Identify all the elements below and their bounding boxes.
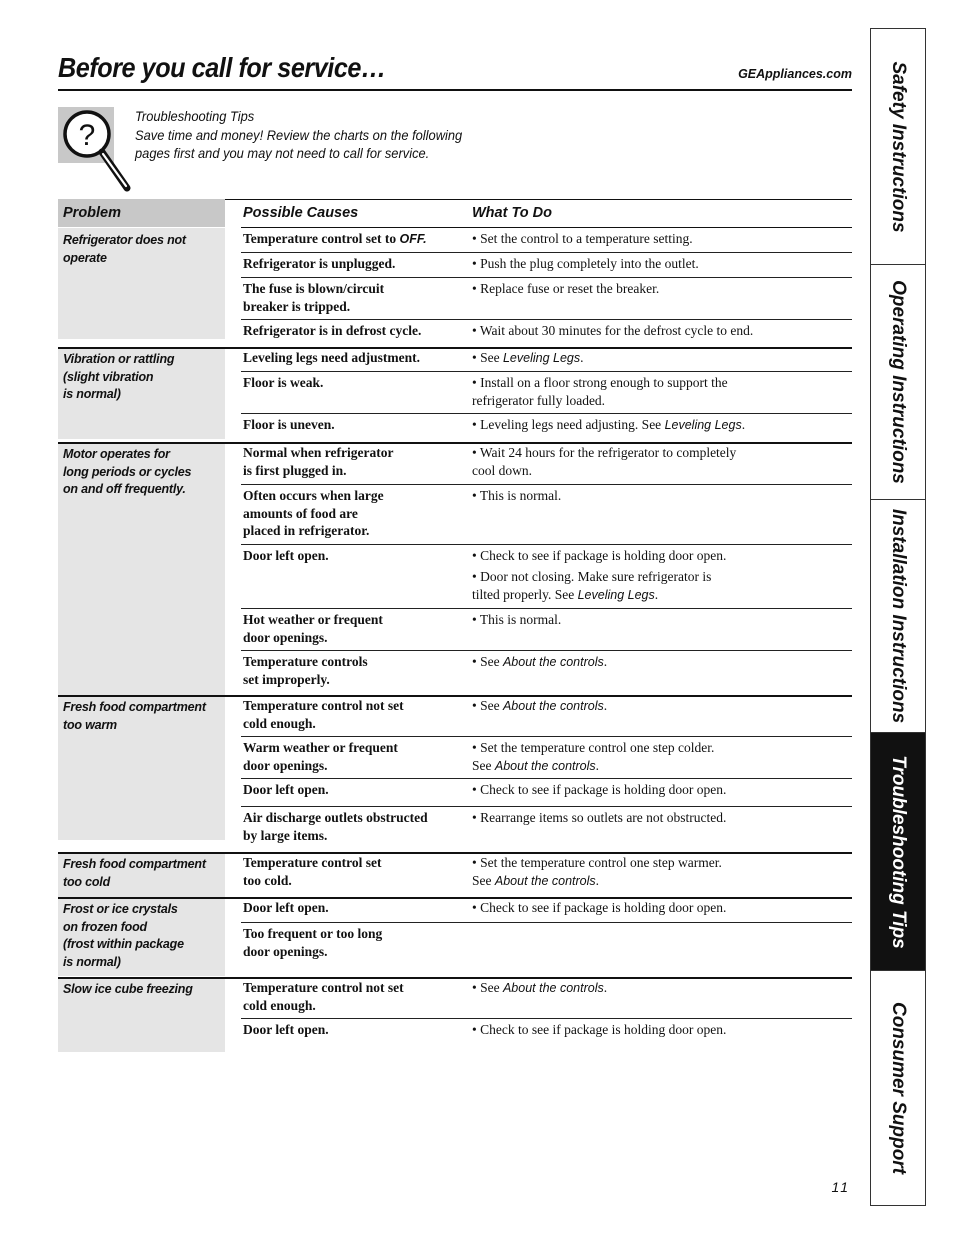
problem-group <box>58 852 852 897</box>
action-text: tilted properly. See <box>472 586 578 602</box>
cause-text: Door left open. <box>243 900 329 915</box>
what-to-do <box>472 444 736 479</box>
cause-line <box>243 653 368 671</box>
cause-text: by large items. <box>243 827 328 843</box>
what-to-do <box>472 809 726 827</box>
action-item <box>472 349 584 368</box>
cause-text: Temperature control not set <box>243 698 404 713</box>
tab-troubleshooting-tips[interactable] <box>871 733 925 971</box>
cause-line <box>243 230 427 249</box>
possible-cause <box>243 739 398 774</box>
action-continuation <box>472 586 726 605</box>
action-text: • This is normal. <box>472 612 562 627</box>
cause-text: Often occurs when large <box>243 488 384 503</box>
action-item <box>472 611 561 629</box>
possible-cause <box>243 979 404 1014</box>
what-to-do <box>472 611 561 629</box>
tab-label: Consumer Support <box>888 1001 909 1175</box>
problem-line: Frost or ice crystals <box>63 902 178 916</box>
cause-line <box>243 899 329 917</box>
action-text: . <box>595 872 600 888</box>
what-to-do <box>472 781 726 799</box>
action-text: See <box>472 872 495 888</box>
cause-text: cold enough. <box>243 715 316 731</box>
cause-text: Door left open. <box>243 548 329 563</box>
cause-line <box>243 322 421 340</box>
action-text: . <box>580 350 584 365</box>
section-tabs <box>870 28 926 1206</box>
possible-cause <box>243 653 368 688</box>
what-to-do <box>472 653 607 672</box>
svg-text:?: ? <box>78 119 96 152</box>
possible-cause <box>243 925 382 960</box>
cause-text: Air discharge outlets obstructed <box>243 810 428 825</box>
problem-text <box>63 351 174 404</box>
action-text: • Set the temperature control one step colder. <box>472 740 715 755</box>
cause-text: Temperature control set <box>243 855 382 870</box>
action-text: . <box>603 654 608 669</box>
problem-group <box>58 347 852 439</box>
cause-line <box>243 255 395 273</box>
tips-text-line: Save time and money! Review the charts on the following <box>135 126 463 143</box>
page-number: 11 <box>831 1179 850 1195</box>
action-text: . <box>603 698 608 713</box>
table-row <box>241 1019 852 1052</box>
action-continuation <box>472 872 722 891</box>
possible-cause <box>243 854 381 889</box>
table-row <box>241 545 852 609</box>
possible-cause <box>243 255 395 273</box>
cause-text: placed in refrigerator. <box>243 523 370 538</box>
action-continuation <box>472 462 736 480</box>
cross-reference-link[interactable]: About the controls <box>502 981 604 995</box>
cause-line <box>243 715 404 733</box>
cross-reference-link[interactable]: Leveling Legs <box>502 351 581 365</box>
action-item <box>472 568 726 586</box>
table-row <box>241 737 852 779</box>
action-text: See <box>472 757 495 773</box>
cause-text: Door left open. <box>243 1022 329 1037</box>
cause-text: amounts of food are <box>243 505 358 521</box>
cause-line <box>243 827 428 845</box>
column-header-problem: Problem <box>58 199 225 227</box>
cause-text: Refrigerator is unplugged. <box>243 256 396 271</box>
problem-group <box>58 228 852 339</box>
action-item <box>472 653 607 672</box>
cause-text: The fuse is blown/circuit <box>243 281 385 296</box>
problem-cell <box>58 442 225 695</box>
tab-installation-instructions[interactable] <box>871 500 925 733</box>
table-row <box>241 852 852 897</box>
action-text: • See <box>472 980 503 995</box>
action-item <box>472 255 699 273</box>
tab-consumer-support[interactable] <box>871 971 925 1205</box>
action-text: • Door not closing. Make sure refrigerator is <box>472 569 712 584</box>
problem-text <box>63 446 191 499</box>
cause-line <box>243 1021 329 1039</box>
tab-safety-instructions[interactable] <box>871 29 925 265</box>
what-to-do <box>472 280 659 298</box>
action-continuation <box>472 392 728 410</box>
table-row <box>241 807 852 843</box>
cause-line <box>243 416 335 434</box>
possible-cause <box>243 416 335 434</box>
cause-line <box>243 943 382 961</box>
tips-heading: Troubleshooting Tips <box>135 108 255 124</box>
cause-line <box>243 757 398 775</box>
cause-text: Floor is weak. <box>243 375 324 390</box>
cross-reference-link[interactable]: About the controls <box>494 758 596 773</box>
action-item <box>472 781 726 799</box>
cause-line <box>243 611 383 629</box>
problem-text <box>63 232 186 267</box>
cross-reference-link[interactable]: Leveling Legs <box>664 418 742 432</box>
problem-line: Vibration or rattling <box>63 352 175 366</box>
action-item <box>472 1021 726 1039</box>
cause-line <box>243 547 329 565</box>
action-text: • Wait about 30 minutes for the defrost cycle to end. <box>472 323 754 338</box>
possible-cause <box>243 547 329 565</box>
action-text: • This is normal. <box>472 488 562 503</box>
action-item <box>472 280 659 298</box>
action-item <box>472 739 714 757</box>
problem-line: Motor operates for <box>63 447 170 461</box>
problem-cell <box>58 897 225 976</box>
problem-text <box>63 981 193 999</box>
problem-text <box>63 856 206 891</box>
problem-line: Slow ice cube freezing <box>63 982 193 996</box>
action-text: refrigerator fully loaded. <box>472 392 606 408</box>
possible-cause <box>243 697 404 732</box>
table-row <box>241 923 852 976</box>
tab-operating-instructions[interactable] <box>871 265 925 500</box>
cause-line <box>243 979 404 997</box>
possible-cause <box>243 1021 329 1039</box>
table-row <box>241 779 852 807</box>
column-header-what-to-do: What To Do <box>472 205 552 221</box>
problem-group <box>58 442 852 695</box>
cause-text: door openings. <box>243 943 328 959</box>
cause-text: Too frequent or too long <box>243 926 383 941</box>
problem-cell <box>58 347 225 439</box>
problem-line: long periods or cycles <box>63 464 192 479</box>
possible-cause <box>243 781 329 799</box>
problem-line: on frozen food <box>63 919 147 934</box>
table-row <box>241 651 852 695</box>
cause-text: Leveling legs need adjustment. <box>243 350 420 365</box>
action-text: • Set the temperature control one step warmer. <box>472 855 722 870</box>
action-text: • See <box>472 698 503 713</box>
cause-line <box>243 629 383 647</box>
action-continuation <box>472 757 714 776</box>
problem-line: too warm <box>63 717 117 732</box>
action-item <box>472 899 726 917</box>
table-row <box>241 253 852 278</box>
cause-line <box>243 671 368 689</box>
table-row <box>241 977 852 1019</box>
cause-line <box>243 522 384 540</box>
action-text: • Check to see if package is holding door open. <box>472 1022 727 1037</box>
cross-reference-link[interactable]: About the controls <box>494 873 596 888</box>
action-text: cool down. <box>472 462 532 478</box>
what-to-do <box>472 230 693 248</box>
tab-label: Troubleshooting Tips <box>888 754 909 949</box>
possible-cause <box>243 349 420 367</box>
cause-text: Temperature controls <box>243 654 368 669</box>
cause-text: Door left open. <box>243 782 329 797</box>
possible-cause <box>243 230 427 249</box>
problem-line: (frost within package <box>63 937 184 951</box>
action-text: • Wait 24 hours for the refrigerator to completely <box>472 445 737 460</box>
what-to-do <box>472 349 584 368</box>
cause-text: Normal when refrigerator <box>243 445 394 460</box>
action-text: . <box>741 417 746 432</box>
cause-text: Refrigerator is in defrost cycle. <box>243 323 422 338</box>
what-to-do <box>472 899 726 917</box>
possible-cause <box>243 374 323 392</box>
action-item <box>472 444 736 462</box>
possible-cause <box>243 280 384 315</box>
what-to-do <box>472 979 607 998</box>
problem-text <box>63 699 206 734</box>
cause-line <box>243 487 384 505</box>
problem-group <box>58 897 852 976</box>
problem-cell <box>58 977 225 1052</box>
problem-line: operate <box>63 250 107 265</box>
cause-line <box>243 872 381 890</box>
action-item <box>472 374 728 392</box>
cause-line <box>243 462 393 480</box>
tab-label: Safety Instructions <box>888 60 909 233</box>
cause-line <box>243 298 384 316</box>
possible-cause <box>243 444 393 479</box>
possible-cause <box>243 611 383 646</box>
cause-text: breaker is tripped. <box>243 298 351 314</box>
title-rule <box>58 89 852 91</box>
possible-cause <box>243 809 428 844</box>
action-text: • Install on a floor strong enough to support the <box>472 375 728 390</box>
action-item <box>472 809 726 827</box>
table-row <box>241 609 852 651</box>
cause-line <box>243 925 382 943</box>
table-row <box>241 228 852 253</box>
cause-line <box>243 349 420 367</box>
cause-line <box>243 809 428 827</box>
action-text: • Check to see if package is holding door open. <box>472 900 727 915</box>
cause-line <box>243 697 404 715</box>
cause-text: Temperature control set to <box>243 231 400 246</box>
action-text: . <box>654 586 659 602</box>
cause-line <box>243 505 384 523</box>
problem-line: is normal) <box>63 387 121 401</box>
column-header-causes: Possible Causes <box>243 205 359 221</box>
what-to-do <box>472 487 561 505</box>
tab-label: Installation Instructions <box>888 508 909 724</box>
what-to-do <box>472 255 699 273</box>
what-to-do <box>472 739 714 775</box>
what-to-do <box>472 322 753 340</box>
table-row <box>241 320 852 339</box>
problem-text <box>63 901 184 971</box>
what-to-do <box>472 547 726 604</box>
cause-line <box>243 444 393 462</box>
cause-line <box>243 280 384 298</box>
table-row <box>241 372 852 414</box>
action-item <box>472 416 745 435</box>
table-row <box>241 347 852 372</box>
cause-line <box>243 854 381 872</box>
page-title: Before you call for service… <box>58 52 386 83</box>
tips-text-line: pages first and you may not need to call for service. <box>135 145 430 161</box>
action-text: • Check to see if package is holding door open. <box>472 782 727 797</box>
problem-cell <box>58 695 225 840</box>
website-link[interactable]: GEAppliances.com <box>738 67 852 81</box>
action-item <box>472 487 561 505</box>
cross-reference-link[interactable]: About the controls <box>502 699 604 713</box>
cause-text: Temperature control not set <box>243 980 404 995</box>
action-text: . <box>603 980 608 995</box>
cause-line <box>243 374 323 392</box>
cause-text: Floor is uneven. <box>243 417 335 432</box>
tab-label: Operating Instructions <box>888 280 909 484</box>
problem-line: too cold <box>63 874 111 889</box>
cause-line <box>243 739 398 757</box>
cause-text: door openings. <box>243 757 328 773</box>
cause-line <box>243 781 329 799</box>
possible-cause <box>243 487 384 540</box>
what-to-do <box>472 416 745 435</box>
cause-emphasis: OFF. <box>399 232 427 246</box>
what-to-do <box>472 854 722 890</box>
cross-reference-link[interactable]: Leveling Legs <box>577 587 655 602</box>
cause-text: cold enough. <box>243 997 316 1013</box>
action-text: • Check to see if package is holding door open. <box>472 548 727 563</box>
problem-line: is normal) <box>63 954 121 969</box>
problem-line: Fresh food compartment <box>63 857 206 871</box>
cause-line <box>243 997 404 1015</box>
what-to-do <box>472 697 607 716</box>
problem-line: (slight vibration <box>63 369 154 384</box>
table-row <box>241 695 852 737</box>
action-item <box>472 230 693 248</box>
action-text: . <box>595 757 600 773</box>
cause-text: Warm weather or frequent <box>243 740 398 755</box>
action-text: • Rearrange items so outlets are not obstructed. <box>472 810 727 825</box>
problem-line: on and off frequently. <box>63 482 186 496</box>
problem-cell <box>58 228 225 339</box>
problem-cell <box>58 852 225 897</box>
action-text: • Push the plug completely into the outlet. <box>472 256 699 271</box>
action-text: • Set the control to a temperature setting. <box>472 231 693 246</box>
action-item <box>472 979 607 998</box>
problem-line: Refrigerator does not <box>63 233 186 247</box>
what-to-do <box>472 374 728 409</box>
cause-text: too cold. <box>243 872 292 888</box>
action-text: • See <box>472 350 503 365</box>
what-to-do <box>472 1021 726 1039</box>
action-item <box>472 854 722 872</box>
question-magnifier-icon <box>58 107 133 192</box>
table-row <box>241 442 852 485</box>
cause-text: Hot weather or frequent <box>243 612 383 627</box>
table-row <box>241 414 852 439</box>
possible-cause <box>243 899 329 917</box>
possible-cause <box>243 322 421 340</box>
action-item <box>472 697 607 716</box>
cause-text: is first plugged in. <box>243 462 347 478</box>
cause-text: door openings. <box>243 629 328 645</box>
problem-group <box>58 695 852 843</box>
problem-line: Fresh food compartment <box>63 700 206 714</box>
action-item <box>472 547 726 565</box>
cause-text: set improperly. <box>243 671 330 687</box>
action-item <box>472 322 753 340</box>
problem-group <box>58 977 852 1052</box>
table-row <box>241 278 852 320</box>
troubleshooting-tips-intro <box>135 107 491 163</box>
table-row <box>241 485 852 545</box>
cross-reference-link[interactable]: About the controls <box>502 655 604 669</box>
table-row <box>241 897 852 923</box>
action-text: • Replace fuse or reset the breaker. <box>472 281 660 296</box>
action-text: • See <box>472 654 503 669</box>
action-text: • Leveling legs need adjusting. See <box>472 417 665 432</box>
